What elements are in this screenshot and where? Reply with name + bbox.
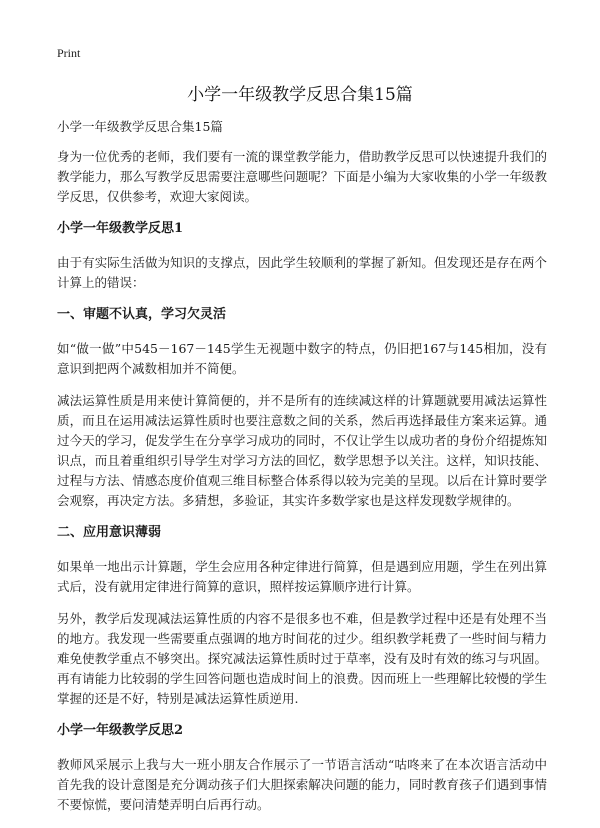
body-paragraph: 另外，教学后发现减法运算性质的内容不是很多也不难，但是教学过程中还是有处理不当的地方。我发现一些需要重点强调的地方时间花的过少。组织教学耗费了一些时间与精力难免使教学重点不够突出。探究减法运算性质时过于草率，没有及时有效的练习与巩固。再有请能力比较弱的学生回答问题也造成时间上的浪费。因而班上一些理解比较慢的学生掌握的还是不好，特别是减法运算性质逆用. bbox=[57, 611, 547, 706]
print-label: Print bbox=[57, 46, 81, 60]
section-heading: 小学一年级教学反思1 bbox=[57, 221, 184, 236]
body-paragraph: 如“做一做”中545－167－145学生无视题中数字的特点，仍旧把167与145相加，没有意识到把两个减数相加并不简便。 bbox=[57, 341, 547, 376]
document-subtitle: 小学一年级教学反思合集15篇 bbox=[57, 119, 223, 134]
document-body bbox=[57, 117, 547, 827]
body-paragraph: 教师风采展示上我与大一班小朋友合作展示了一节语言活动“咕咚来了在本次语言活动中首先我的设计意图是充分调动孩子们大胆探索解决问题的能力，同时教育孩子们遇到事情不要惊慌，要问清楚弄明白后再行动。 bbox=[57, 757, 547, 812]
document-title: 小学一年级教学反思合集15篇 bbox=[187, 85, 413, 105]
subsection-heading: 二、应用意识薄弱 bbox=[57, 525, 162, 540]
section-heading: 小学一年级教学反思2 bbox=[57, 723, 184, 738]
subsection-heading: 一、审题不认真，学习欠灵活 bbox=[57, 307, 227, 322]
section-intro-paragraph: 由于有实际生活做为知识的支撑点，因此学生较顺利的掌握了新知。但发现还是存在两个计算上的错误： bbox=[57, 255, 547, 290]
intro-paragraph: 身为一位优秀的老师，我们要有一流的课堂教学能力，借助教学反思可以快速提升我们的教学能力，那么写教学反思需要注意哪些问题呢？下面是小编为大家收集的小学一年级教学反思，仅供参考，欢迎大家阅读。 bbox=[57, 149, 547, 204]
body-paragraph: 如果单一地出示计算题，学生会应用各种定律进行简算，但是遇到应用题，学生在列出算式后，没有就用定律进行简算的意识，照样按运算顺序进行计算。 bbox=[57, 559, 547, 594]
body-paragraph: 减法运算性质是用来使计算简便的，并不是所有的连续减这样的计算题就要用减法运算性质，而且在运用减法运算性质时也要注意数之间的关系，然后再选择最佳方案来运算。通过今天的学习，促发学生在分享学习成功的同时，不仅让学生以成功者的身份介绍提炼知识点，而且着重组织引导学生对学习方法的回忆，数学思想予以关注。这样，知识技能、过程与方法、情感态度价值观三维目标整合体系得以较为完美的呈现。以后在计算时要学会观察，再决定方法。多猜想，多验证，其实许多数学家也是这样发现数学规律的。 bbox=[57, 393, 547, 508]
